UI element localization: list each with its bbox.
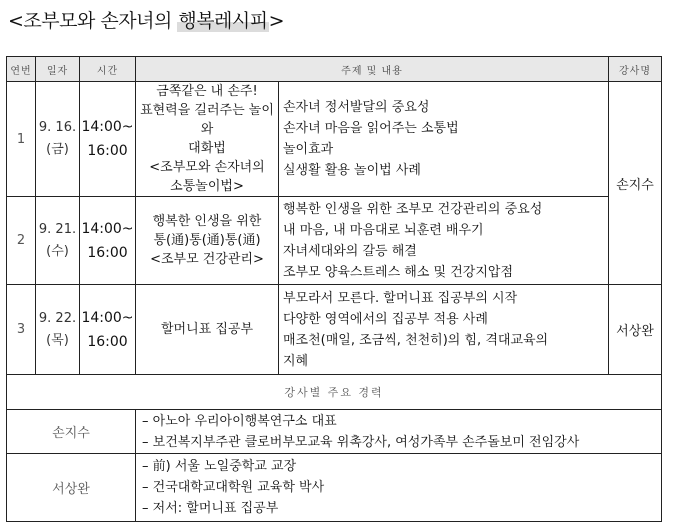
career-items [136, 454, 662, 522]
session-time-start: 14:00~ [81, 220, 134, 237]
page-title [8, 6, 284, 36]
title-highlight: 행복레시피 [178, 10, 268, 32]
program-table [6, 56, 662, 522]
session-time [80, 285, 136, 375]
title-prefix: <조부모와 손자녀의 [8, 10, 178, 32]
header-time: 시간 [80, 57, 136, 82]
session-seq: 2 [7, 197, 36, 285]
topic-line: <조부모와 손자녀의 [149, 160, 265, 175]
career-item: – 보건복지부주관 클로버부모교육 위촉강사, 여성가족부 손주돌보미 전임강사 [142, 434, 580, 450]
content-line: 자녀세대와의 갈등 해결 [283, 243, 417, 259]
session-time-end: 16:00 [87, 143, 128, 159]
session-time-start: 14:00~ [81, 309, 134, 326]
career-item: – 저서: 할머니표 집공부 [142, 501, 279, 516]
header-date: 일자 [36, 57, 80, 82]
topic-line: <조부모 건강관리> [150, 252, 264, 267]
session-day: (목) [46, 332, 69, 348]
career-item: – 건국대학교대학원 교육학 박사 [142, 480, 325, 495]
session-day: (수) [46, 243, 69, 259]
session-date-text: 9. 21. [38, 221, 77, 237]
header-row [7, 57, 662, 82]
topic-line: 금쪽같은 내 손주! [156, 84, 258, 99]
header-seq: 연번 [7, 57, 36, 82]
career-row [7, 454, 662, 522]
content-line: 손자녀 정서발달의 중요성 [283, 100, 430, 115]
session-date [36, 285, 80, 375]
session-seq: 1 [7, 82, 36, 197]
session-seq: 3 [7, 285, 36, 375]
session-content [279, 197, 609, 285]
session-row [7, 82, 662, 197]
program-table-frame [6, 56, 661, 516]
content-line: 내 마음, 내 마음대로 뇌훈련 배우기 [283, 222, 484, 238]
session-row [7, 285, 662, 375]
topic-line: 소통놀이법> [170, 179, 244, 194]
content-line: 지혜 [283, 353, 309, 369]
content-line: 조부모 양육스트레스 해소 및 건강지압점 [283, 264, 514, 280]
lecturer-name: 서상완 [609, 285, 662, 375]
session-time-start: 14:00~ [81, 119, 134, 135]
content-line: 부모라서 모른다. 할머니표 집공부의 시작 [283, 290, 518, 306]
content-line: 다양한 영역에서의 집공부 적용 사례 [283, 311, 488, 327]
session-row [7, 197, 662, 285]
session-date-text: 9. 16. [38, 120, 77, 135]
session-time-end: 16:00 [87, 333, 128, 350]
career-row [7, 410, 662, 454]
career-name: 손지수 [7, 410, 136, 454]
career-items [136, 410, 662, 454]
session-topic [136, 82, 279, 197]
content-line: 실생활 활용 놀이법 사례 [283, 163, 421, 178]
session-topic [136, 285, 279, 375]
career-name: 서상완 [7, 454, 136, 522]
career-header-row [7, 375, 662, 410]
career-item: – 前) 서울 노일중학교 교장 [142, 459, 297, 474]
career-header: 강사별 주요 경력 [7, 375, 662, 410]
session-day: (금) [46, 142, 69, 157]
content-line: 놀이효과 [283, 142, 334, 157]
session-content [279, 285, 609, 375]
session-date [36, 82, 80, 197]
session-content [279, 82, 609, 197]
session-topic [136, 197, 279, 285]
content-line: 행복한 인생을 위한 조부모 건강관리의 중요성 [283, 201, 543, 217]
session-date [36, 197, 80, 285]
career-item: – 아노아 우리아이행복연구소 대표 [142, 413, 337, 429]
content-line: 매조천(매일, 조금씩, 천천히)의 힘, 격대교육의 [283, 332, 549, 348]
header-topic: 주제 및 내용 [136, 57, 609, 82]
topic-line: 할머니표 집공부 [160, 322, 254, 337]
session-time-end: 16:00 [87, 244, 128, 261]
session-time [80, 197, 136, 285]
lecturer-name: 손지수 [609, 82, 662, 285]
session-date-text: 9. 22. [38, 310, 77, 326]
topic-line: 통(通)통(通)통(通) [153, 233, 261, 248]
topic-line: 표현력을 길러주는 놀이와 [140, 103, 274, 137]
topic-line: 행복한 인생을 위한 [152, 214, 262, 229]
title-suffix: > [268, 10, 285, 32]
header-lecturer: 강사명 [609, 57, 662, 82]
content-line: 손자녀 마음을 읽어주는 소통법 [283, 121, 459, 136]
session-time [80, 82, 136, 197]
topic-line: 대화법 [188, 141, 226, 156]
